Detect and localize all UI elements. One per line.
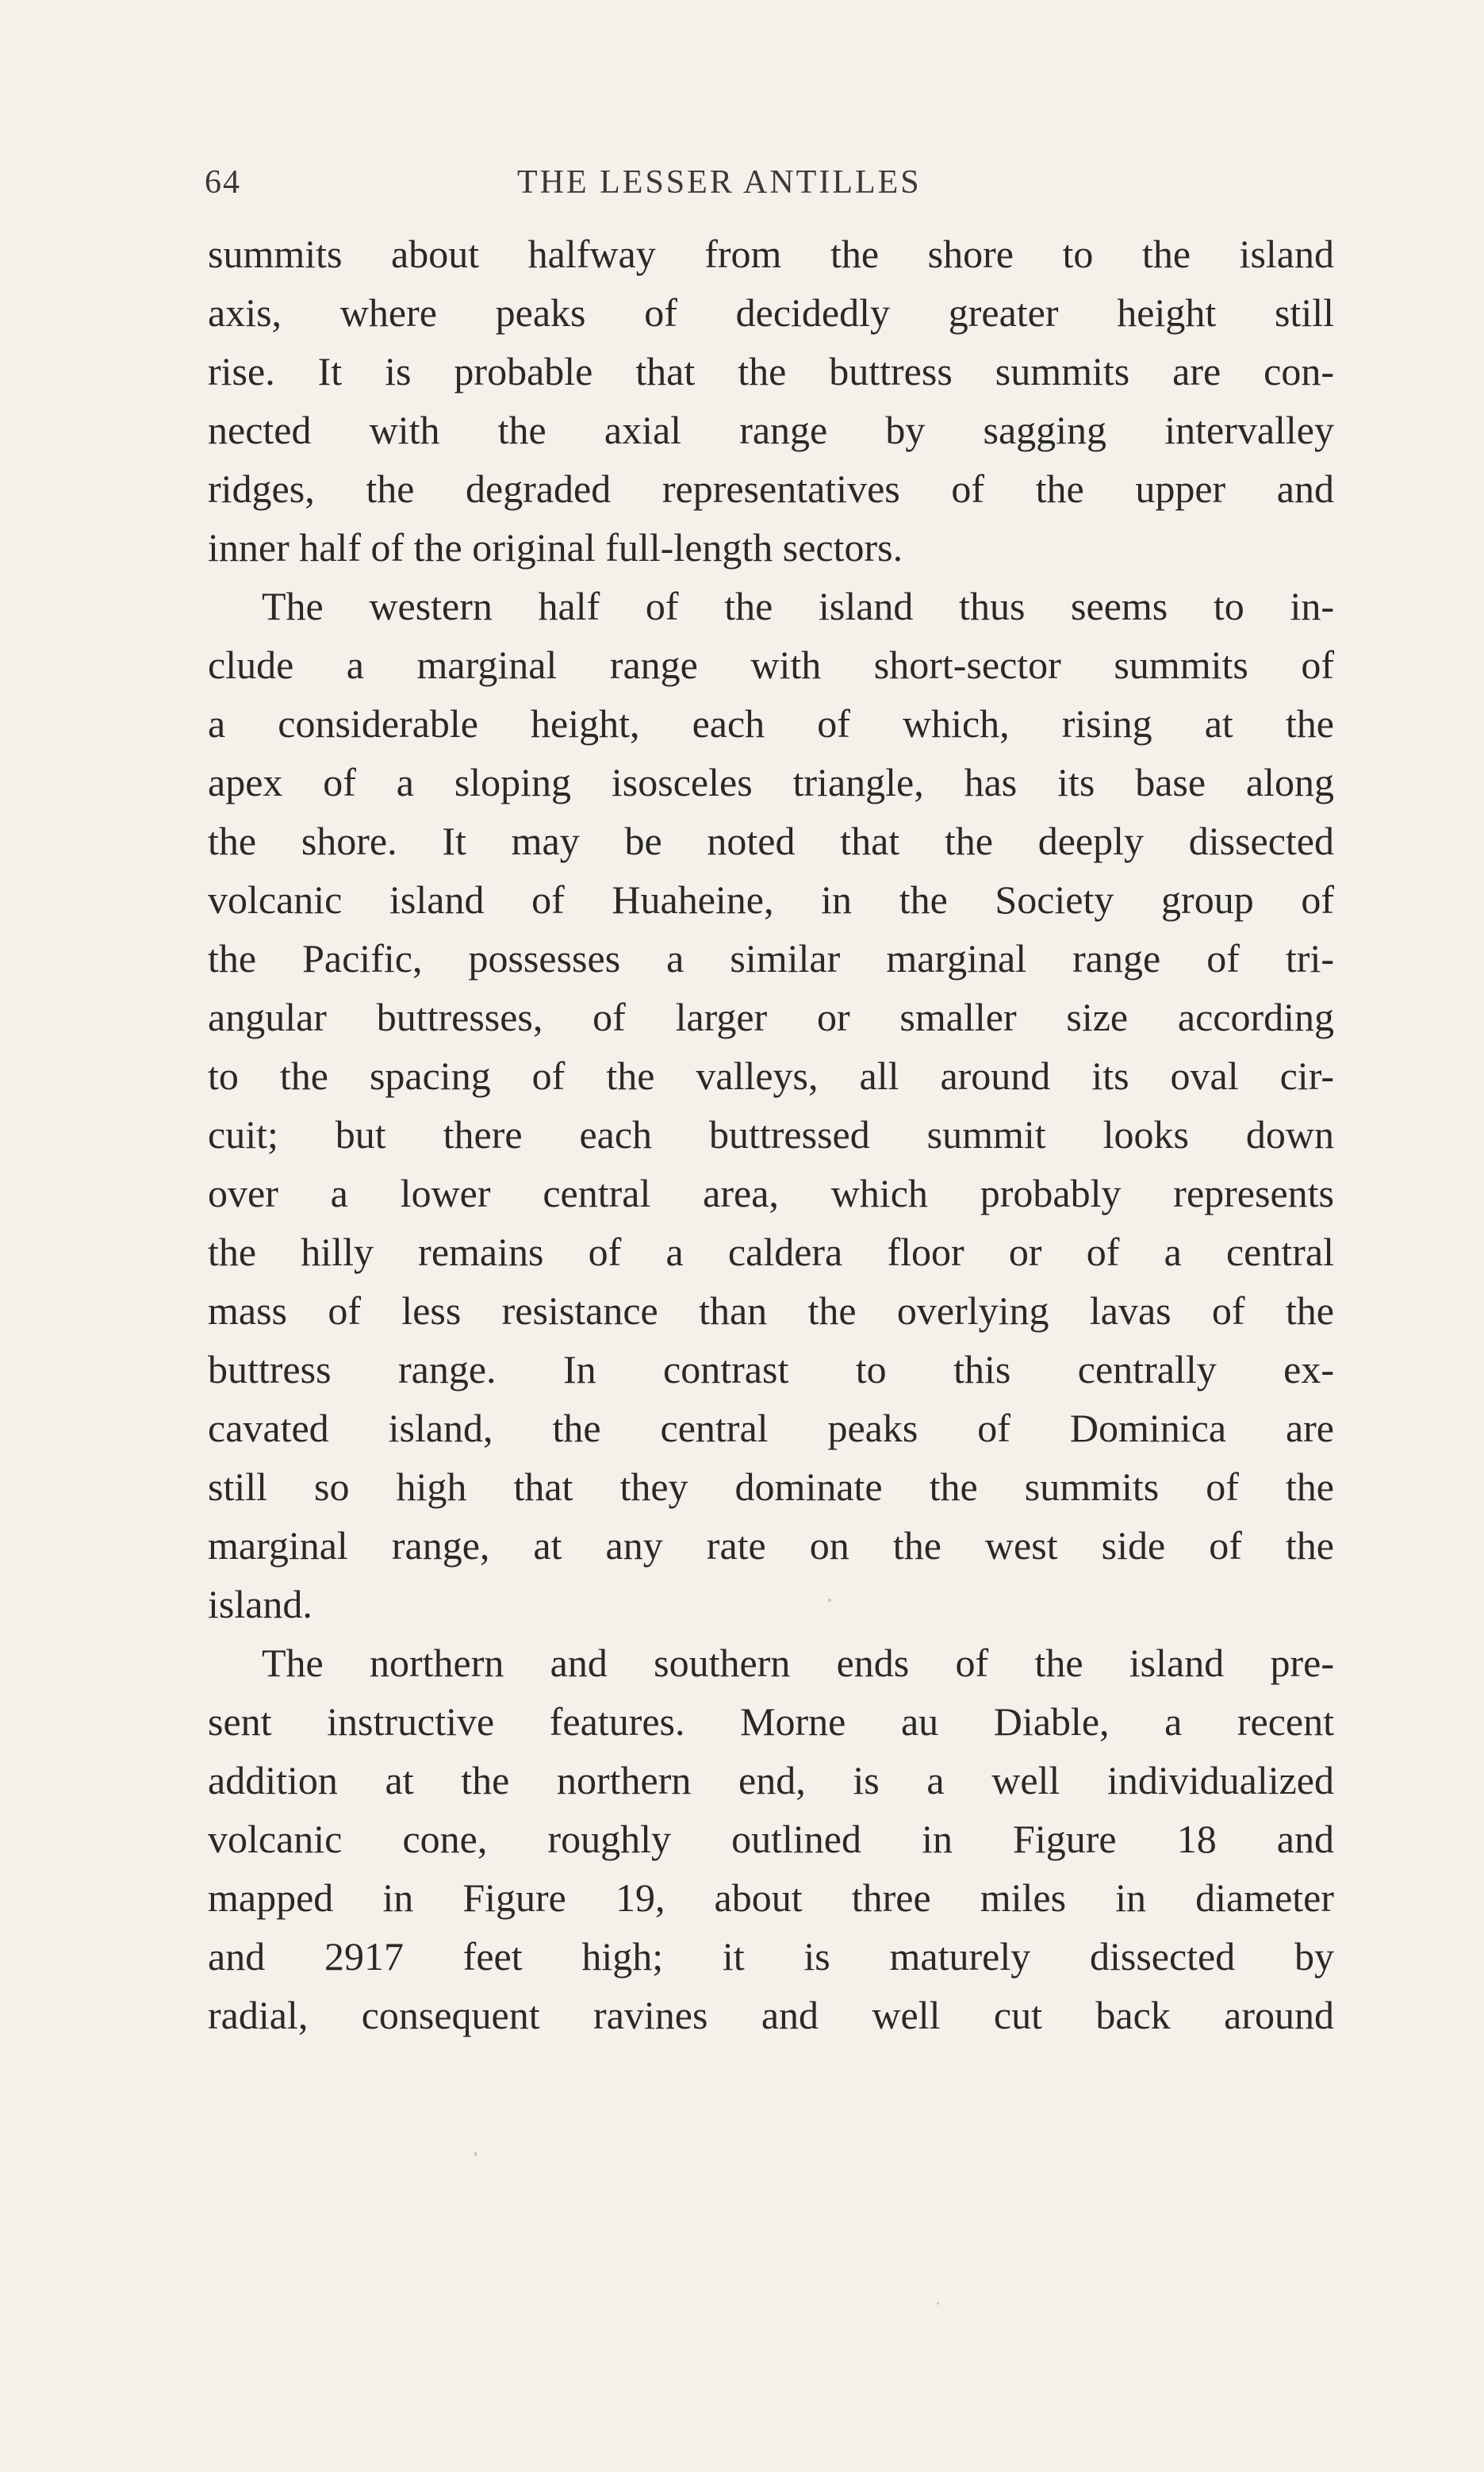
paragraph-start-line: The western half of the island thus seems to in- [262,584,1334,628]
text-line: marginal range, at any rate on the west side of the [208,1523,1334,1568]
text-line: summits about halfway from the shore to the island [208,232,1334,276]
text-line: angular buttresses, of larger or smaller size according [208,995,1334,1039]
text-line: the hilly remains of a caldera floor or of a central [208,1230,1334,1274]
paper-speck [828,1599,831,1602]
text-line: ridges, the degraded representatives of the upper and [208,466,1334,511]
text-line: mass of less resistance than the overlying lavas of the [208,1288,1334,1333]
text-line: island. [208,1582,313,1626]
text-line: radial, consequent ravines and well cut back around [208,1993,1334,2037]
running-title: THE LESSER ANTILLES [517,164,922,201]
paragraph-start-line: The northern and southern ends of the island pre- [262,1641,1334,1685]
text-line: buttress range. In contrast to this centrally ex- [208,1347,1334,1391]
text-line: still so high that they dominate the summits of the [208,1464,1334,1509]
text-line: over a lower central area, which probably represents [208,1171,1334,1215]
text-line: axis, where peaks of decidedly greater height still [208,290,1334,335]
text-line: and 2917 feet high; it is maturely dissected by [208,1934,1334,1979]
text-line: to the spacing of the valleys, all around its oval cir- [208,1054,1334,1098]
text-line: sent instructive features. Morne au Diable, a recent [208,1699,1334,1744]
text-line: apex of a sloping isosceles triangle, has its base along [208,760,1334,804]
text-line: volcanic cone, roughly outlined in Figure 18 and [208,1817,1334,1861]
text-line: volcanic island of Huaheine, in the Society group of [208,877,1334,922]
text-line: the shore. It may be noted that the deeply dissected [208,819,1334,863]
paper-speck [937,2302,939,2305]
text-line: clude a marginal range with short-sector summits of [208,643,1334,687]
text-line: a considerable height, each of which, rising at the [208,701,1334,746]
page-number: 64 [205,164,241,201]
text-line: the Pacific, possesses a similar marginal range of tri- [208,936,1334,981]
text-line: nected with the axial range by sagging intervalley [208,408,1334,452]
text-line: addition at the northern end, is a well individualized [208,1758,1334,1802]
text-line: cuit; but there each buttressed summit looks down [208,1112,1334,1157]
text-line: cavated island, the central peaks of Dominica are [208,1406,1334,1450]
page-header [205,155,1331,211]
text-line: rise. It is probable that the buttress summits are con- [208,349,1334,393]
paper-speck [474,2151,477,2156]
text-line: inner half of the original full-length sectors. [208,525,903,570]
text-line: mapped in Figure 19, about three miles in diameter [208,1875,1334,1920]
